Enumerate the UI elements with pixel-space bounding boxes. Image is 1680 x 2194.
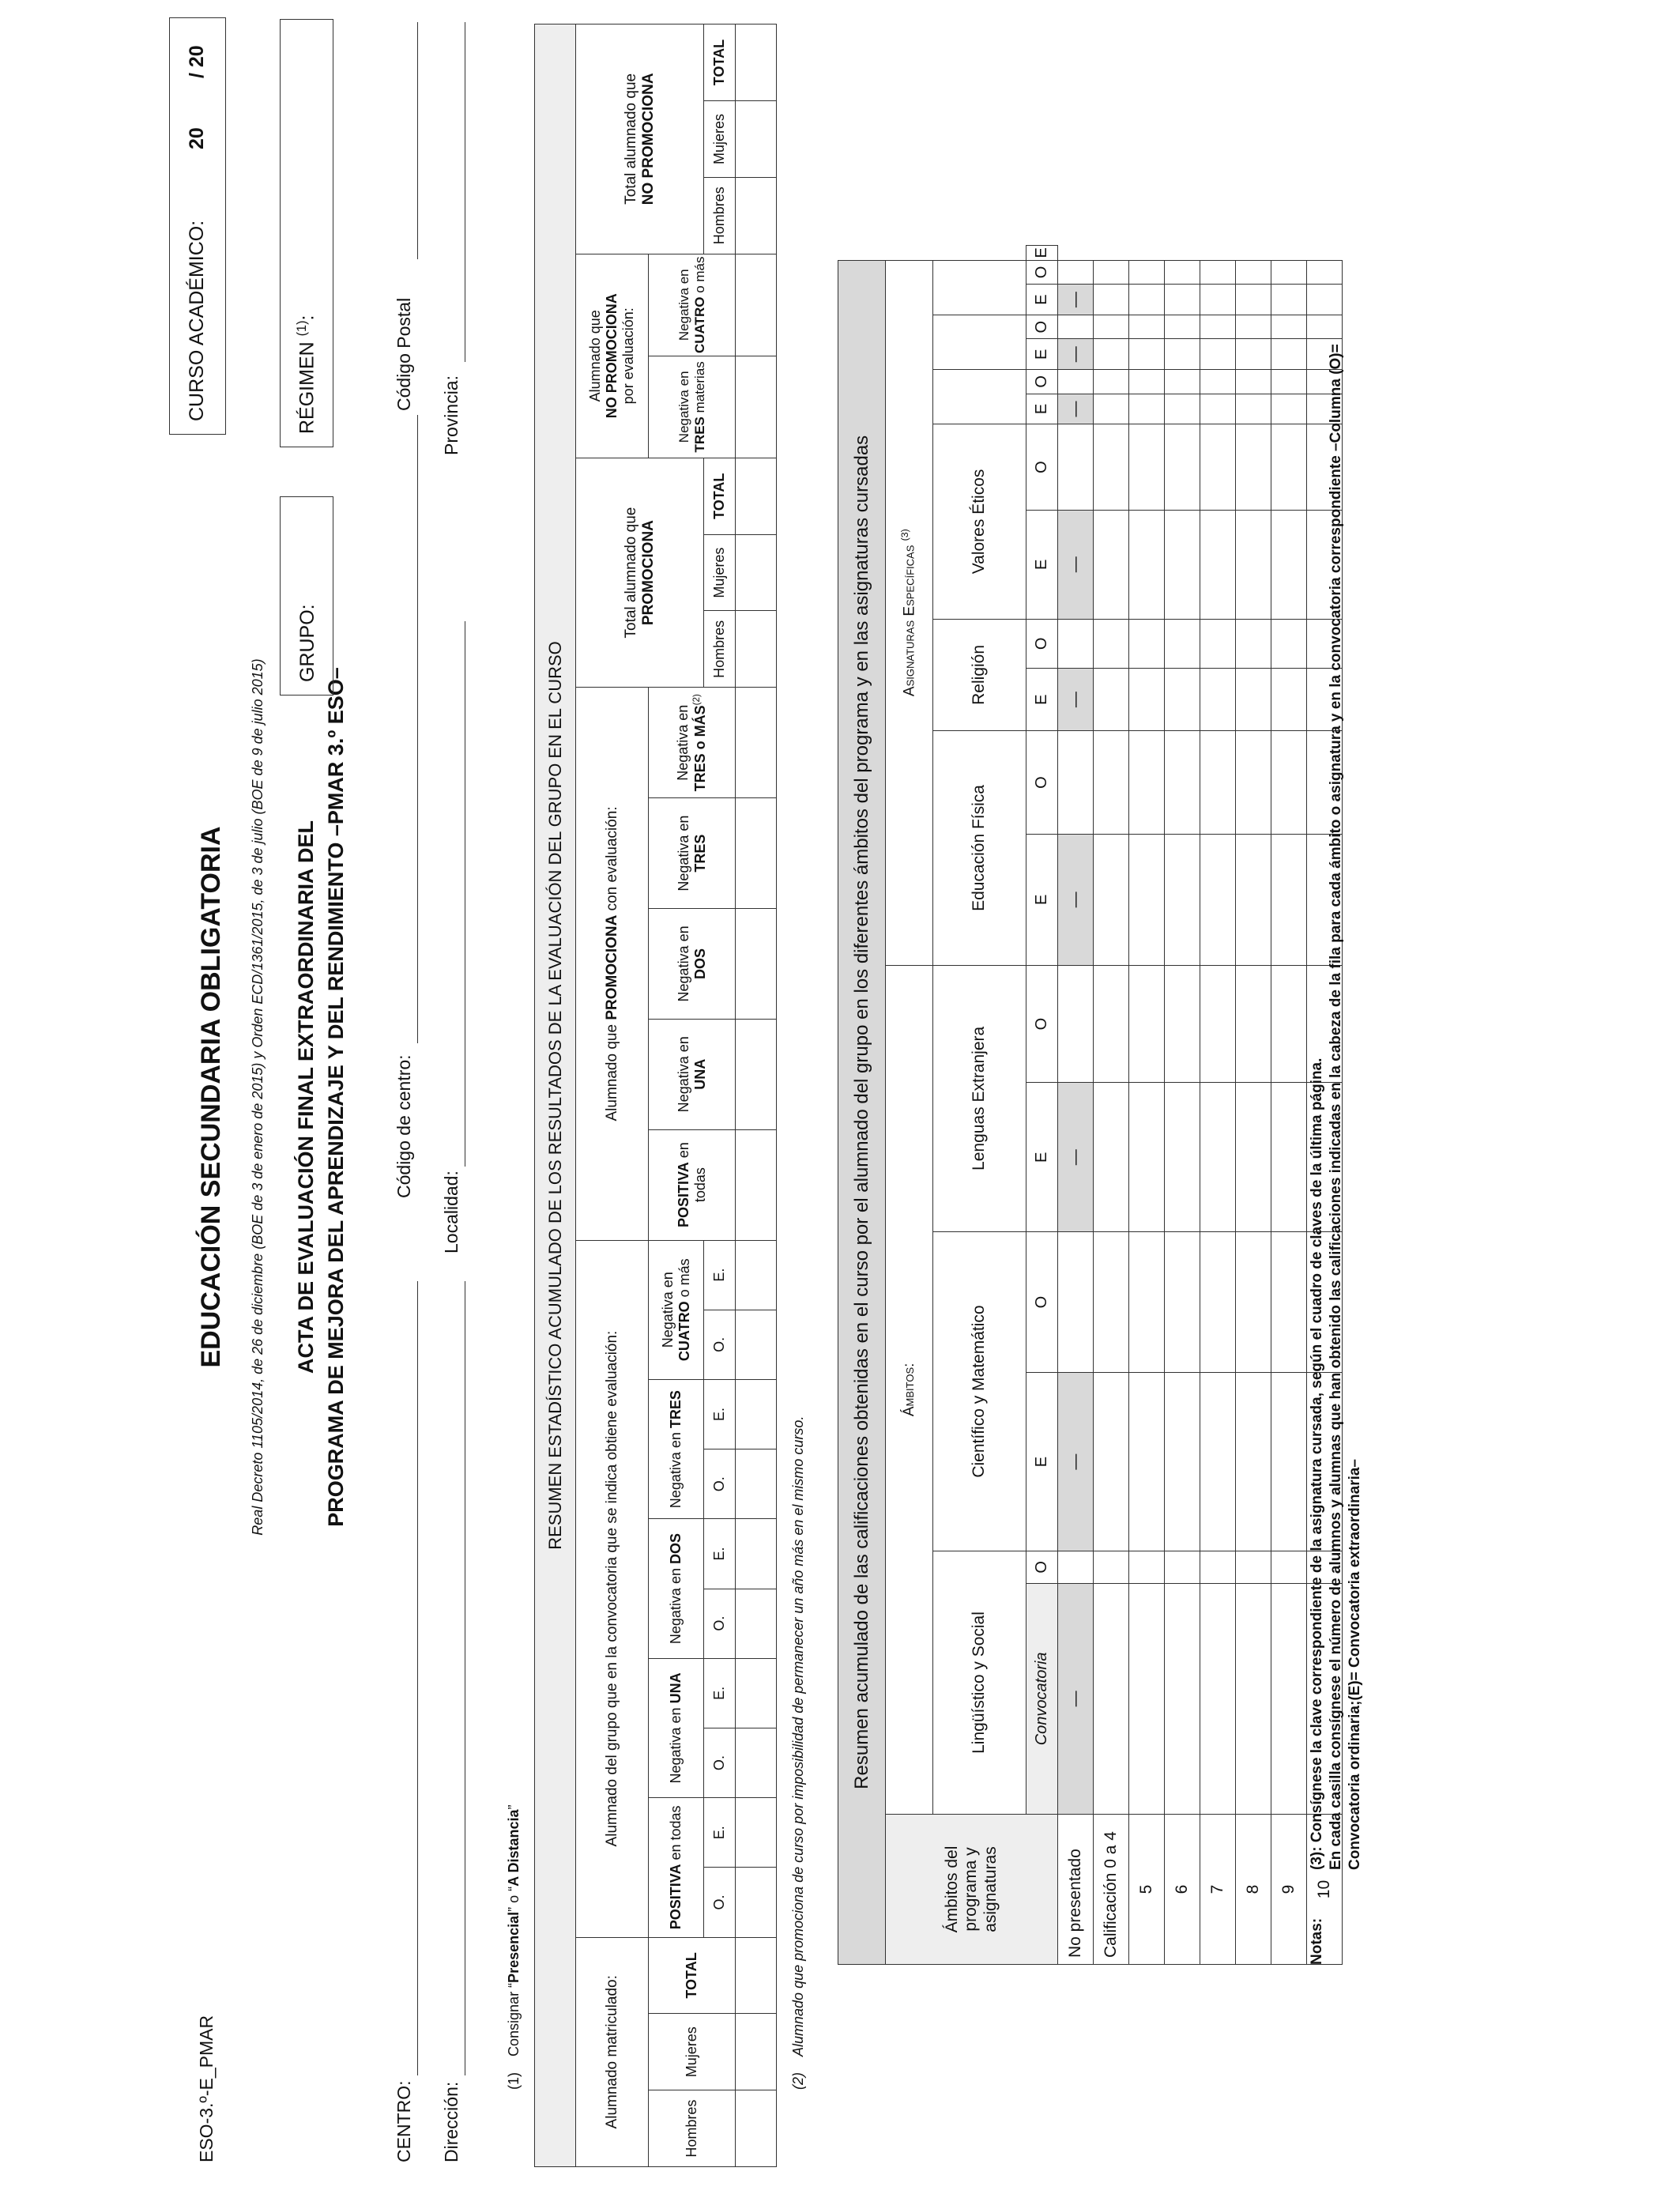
footnote-2 (790, 1416, 807, 2090)
extraordinaria-column-header: E (1026, 834, 1058, 965)
grade-count-cell[interactable] (1094, 619, 1129, 668)
grade-count-cell[interactable] (1094, 669, 1129, 731)
grade-count-cell[interactable] (1236, 669, 1271, 731)
grade-row (1236, 246, 1271, 1965)
summary-data-row (736, 25, 777, 2167)
total-prom-hombres: Hombres (704, 611, 736, 688)
grade-count-cell[interactable] (1271, 965, 1307, 1083)
grade-count-cell[interactable] (1271, 315, 1307, 339)
prom-neg-tres-header (649, 798, 736, 909)
academic-year-prefix: 20 (186, 127, 208, 149)
academic-year-suffix: / 20 (186, 45, 208, 78)
subtitle-line-1: ACTA DE EVALUACIÓN FINAL EXTRAORDINARIA DEL (294, 820, 318, 1374)
ordinaria-column-header: O (1026, 731, 1058, 835)
convocatoria-row (1026, 246, 1058, 1965)
total-noprom-total: TOTAL (704, 25, 736, 101)
grade-count-cell[interactable] (1200, 260, 1236, 285)
promociona-pre: Alumnado que (603, 1020, 620, 1122)
np-tres-pre: Negativa en (676, 371, 691, 443)
total-no-promociona-header (576, 25, 704, 254)
extraordinaria-column-header: E (1026, 246, 1058, 261)
prom-neg-tres-pre: Negativa en (675, 815, 691, 892)
eval-neg-cuatro-header (649, 1240, 704, 1379)
eval-neg-tres-pre: Negativa en (668, 1428, 684, 1509)
extraordinaria-column-header: E (1026, 339, 1058, 370)
grade-row (1200, 246, 1236, 1965)
np-tres-header (649, 356, 736, 458)
total-promociona-bold: PROMOCIONA (639, 520, 657, 626)
grade-count-cell[interactable] (1058, 619, 1094, 668)
grade-count-cell[interactable] (1129, 285, 1165, 315)
asignaturas-especificas-label: Asignaturas Específicas (901, 545, 918, 697)
not-applicable-cell: — (1058, 1083, 1094, 1232)
grade-count-cell[interactable] (1165, 669, 1200, 731)
footnote-1 (506, 1804, 522, 2090)
total-promociona-header (576, 458, 704, 687)
grade-count-cell[interactable] (1200, 339, 1236, 370)
grade-count-cell[interactable] (1094, 260, 1129, 285)
provincia-label: Provincia: (441, 375, 461, 455)
np-cuatro-pre: Negativa en (676, 269, 691, 341)
grade-count-cell[interactable] (1200, 285, 1236, 315)
grade-count-cell[interactable] (1058, 1551, 1094, 1583)
not-applicable-cell: — (1058, 834, 1094, 965)
grade-count-cell[interactable] (1094, 339, 1129, 370)
grade-count-cell[interactable] (1271, 339, 1307, 370)
grade-count-cell[interactable] (1200, 669, 1236, 731)
eval-neg-dos-header (649, 1519, 704, 1658)
grade-count-cell[interactable] (1165, 1232, 1200, 1373)
notes-label: Notas: (1309, 1917, 1325, 1965)
localidad-label: Localidad: (441, 1171, 461, 1253)
eval-o: O. (704, 1589, 736, 1658)
grade-count-cell[interactable] (1200, 424, 1236, 511)
np-cuatro-post: o más (691, 256, 707, 297)
grade-count-cell[interactable] (1129, 1083, 1165, 1232)
np-cuatro-bold: CUATRO (691, 296, 707, 353)
not-applicable-cell: — (1058, 1373, 1094, 1551)
eval-neg-una-pre: Negativa en (668, 1703, 684, 1784)
prom-neg-tresmas-header (649, 688, 736, 798)
subtitle-line-2: PROGRAMA DE MEJORA DEL APRENDIZAJE Y DEL RENDIMIENTO –PMAR 3.º ESO– (324, 667, 348, 1527)
grade-count-cell[interactable] (1129, 965, 1165, 1083)
grade-count-cell[interactable] (1129, 1232, 1165, 1373)
subject-header: Valores Éticos (933, 424, 1026, 619)
grade-count-cell[interactable] (1236, 1083, 1271, 1232)
footnote-2-number: (2) (790, 2072, 806, 2090)
total-no-promociona-bold: NO PROMOCIONA (639, 73, 657, 205)
regime-label-wrap (295, 315, 318, 434)
extraordinaria-column-header: E (1026, 394, 1058, 424)
prom-neg-tresmas-sup: (2) (691, 694, 702, 706)
subject-header: Lenguas Extranjera (933, 965, 1026, 1231)
grade-count-cell[interactable] (1236, 1232, 1271, 1373)
ordinaria-column-header: O (1026, 424, 1058, 511)
grade-count-cell[interactable] (1236, 339, 1271, 370)
grade-count-cell[interactable] (1094, 370, 1129, 394)
convocatoria-label: Convocatoria (1026, 1583, 1058, 1814)
direccion-label: Dirección: (441, 2081, 461, 2162)
grade-count-cell[interactable] (1094, 1083, 1129, 1232)
extraordinaria-column-header: E (1026, 285, 1058, 315)
prom-neg-tresmas-bold: TRES o MÁS (692, 705, 708, 792)
prom-neg-dos-header (649, 909, 736, 1020)
grade-count-cell[interactable] (1165, 424, 1200, 511)
subject-header: Religión (933, 619, 1026, 731)
subject-header (933, 260, 1026, 315)
grade-count-cell[interactable] (1094, 965, 1129, 1083)
grade-row (1165, 246, 1200, 1965)
grade-row-label: Calificación 0 a 4 (1094, 1815, 1129, 1965)
promociona-header (576, 688, 649, 1240)
grade-count-cell[interactable] (1094, 424, 1129, 511)
grade-count-cell[interactable] (1200, 510, 1236, 619)
grade-count-cell[interactable] (1165, 285, 1200, 315)
prom-neg-una-header (649, 1019, 736, 1129)
promociona-post: con evaluación: (603, 806, 620, 915)
grade-count-cell[interactable] (1094, 1373, 1129, 1551)
grade-count-cell[interactable] (1165, 394, 1200, 424)
grade-count-cell[interactable] (1165, 339, 1200, 370)
grade-row-label: 7 (1200, 1815, 1236, 1965)
grade-count-cell[interactable] (1200, 1232, 1236, 1373)
total-noprom-hombres: Hombres (704, 177, 736, 254)
eval-neg-cuatro-post: o más (676, 1258, 692, 1302)
ordinaria-column-header: O (1026, 1232, 1058, 1373)
prom-positiva-bold: POSITIVA (675, 1162, 691, 1227)
eval-e: E. (704, 1658, 736, 1728)
no-promociona-header (576, 254, 649, 458)
eval-neg-cuatro-bold: CUATRO (676, 1301, 692, 1362)
grade-count-cell[interactable] (1271, 1583, 1307, 1814)
grade-row-label: 5 (1129, 1815, 1165, 1965)
notes-line-2: En cada casilla consígnese el número de alumnos y alumnas que han obtenido las calificaciones indicadas en la cabeza de la fila para cada ámbito o asignatura y en la convocatoria correspondiente –Columna (O)= (1328, 344, 1344, 1870)
grade-count-cell[interactable] (1094, 394, 1129, 424)
centro-field[interactable] (417, 1281, 418, 2075)
grade-count-cell[interactable] (1271, 731, 1307, 835)
eval-o: O. (704, 1449, 736, 1519)
grade-row-label: 10 (1307, 1815, 1343, 1965)
total-noprom-mujeres: Mujeres (704, 101, 736, 178)
codigo-postal-field[interactable] (417, 22, 418, 259)
grade-count-cell[interactable] (1271, 1083, 1307, 1232)
grade-count-cell[interactable] (1236, 424, 1271, 511)
eval-o: O. (704, 1310, 736, 1379)
grade-count-cell[interactable] (1236, 394, 1271, 424)
grade-count-cell[interactable] (1058, 424, 1094, 511)
grade-count-cell[interactable] (1236, 834, 1271, 965)
grade-count-cell[interactable] (1058, 965, 1094, 1083)
grade-count-cell[interactable] (1200, 394, 1236, 424)
grade-count-cell[interactable] (1236, 315, 1271, 339)
ordinaria-column-header: O (1026, 370, 1058, 394)
not-applicable-cell: — (1058, 510, 1094, 619)
grade-count-cell[interactable] (1271, 1551, 1307, 1583)
eval-positiva-bold: POSITIVA (668, 1864, 684, 1930)
grade-count-cell[interactable] (1200, 619, 1236, 668)
grade-count-cell[interactable] (1058, 315, 1094, 339)
grade-count-cell[interactable] (1165, 965, 1200, 1083)
footnote-1-pre: Consignar “ (506, 1982, 522, 2056)
grade-count-cell[interactable] (1165, 619, 1200, 668)
no-promociona-post: por evaluación: (620, 307, 636, 405)
grade-row (1129, 246, 1165, 1965)
regime-colon: : (296, 315, 318, 321)
grade-row-label: 8 (1236, 1815, 1271, 1965)
grade-count-cell[interactable] (1236, 965, 1271, 1083)
not-applicable-cell: — (1058, 1583, 1094, 1814)
footnote-1-distancia: A Distancia (506, 1809, 522, 1887)
eval-o: O. (704, 1868, 736, 1937)
not-applicable-cell: — (1058, 394, 1094, 424)
ambitos-header: Ámbitos: (886, 965, 933, 1814)
grade-count-cell[interactable] (1129, 424, 1165, 511)
grade-count-cell[interactable] (1165, 1583, 1200, 1814)
extraordinaria-column-header: E (1026, 669, 1058, 731)
grade-count-cell[interactable] (1129, 1373, 1165, 1551)
prom-neg-una-bold: UNA (691, 1058, 708, 1090)
grades-summary-table (838, 245, 1343, 1965)
grade-count-cell[interactable] (1200, 1083, 1236, 1232)
subject-header (933, 315, 1026, 369)
grade-count-cell[interactable] (1200, 965, 1236, 1083)
grade-count-cell[interactable] (1200, 370, 1236, 394)
grade-count-cell[interactable] (1271, 669, 1307, 731)
grade-row-label: No presentado (1058, 1815, 1094, 1965)
grade-count-cell[interactable] (1236, 285, 1271, 315)
subject-header (933, 370, 1026, 424)
not-applicable-cell: — (1058, 669, 1094, 731)
grade-count-cell[interactable] (1129, 834, 1165, 965)
ordinaria-column-header: O (1026, 1551, 1058, 1583)
grade-count-cell[interactable] (1165, 1551, 1200, 1583)
grade-count-cell[interactable] (1236, 731, 1271, 835)
footnote-1-post: ” (506, 1804, 522, 1810)
subject-header: Lingüístico y Social (933, 1551, 1026, 1814)
total-prom-total: TOTAL (704, 458, 736, 534)
grade-count-cell[interactable] (1129, 370, 1165, 394)
grade-count-cell[interactable] (1129, 394, 1165, 424)
codigo-postal-label: Código Postal (394, 297, 414, 411)
enrolled-hombres: Hombres (649, 2090, 736, 2167)
prom-positiva-post: en todas (675, 1142, 708, 1203)
grade-count-cell[interactable] (1200, 731, 1236, 835)
grade-count-cell[interactable] (1165, 834, 1200, 965)
grade-count-cell[interactable] (1236, 370, 1271, 394)
grade-count-cell[interactable] (1094, 1232, 1129, 1373)
prom-positiva-header (649, 1129, 736, 1240)
eval-neg-dos-bold: DOS (668, 1533, 684, 1565)
ambitos-programa-header: Ámbitos del programa y asignaturas (886, 1815, 1058, 1965)
grade-count-cell[interactable] (1165, 510, 1200, 619)
grade-count-cell[interactable] (1129, 315, 1165, 339)
academic-year-label: CURSO ACADÉMICO: (186, 220, 208, 421)
grades-table-title: Resumen acumulado de las calificaciones obtenidas en el curso por el alumnado del grupo en los diferentes ámbitos del programa y en las asignaturas cursadas (838, 260, 886, 1964)
grade-count-cell[interactable] (1094, 731, 1129, 835)
eval-neg-tres-bold: TRES (668, 1390, 684, 1429)
prom-neg-dos-pre: Negativa en (675, 925, 691, 1002)
extraordinaria-column-header: E (1026, 1083, 1058, 1232)
grade-count-cell[interactable] (1129, 669, 1165, 731)
grade-row-label: 6 (1165, 1815, 1200, 1965)
ordinaria-column-header: O (1026, 619, 1058, 668)
eval-e: E. (704, 1798, 736, 1868)
convocatoria-header: Alumnado del grupo que en la convocatoria que se indica obtiene evaluación: (576, 1240, 649, 1937)
np-tres-post: materias (691, 361, 707, 417)
grade-count-cell[interactable] (1271, 1373, 1307, 1551)
grade-count-cell[interactable] (1058, 260, 1094, 285)
footnote-1-presencial: Presencial (506, 1911, 522, 1983)
enrolled-header: Alumnado matriculado: (576, 1937, 649, 2166)
grade-row-label: 9 (1271, 1815, 1307, 1965)
main-title: EDUCACIÓN SECUNDARIA OBLIGATORIA (196, 826, 226, 1368)
grade-count-cell[interactable] (1200, 1551, 1236, 1583)
codigo-centro-field[interactable] (417, 415, 418, 1043)
no-promociona-bold: NO PROMOCIONA (604, 293, 620, 419)
prom-neg-dos-bold: DOS (691, 948, 708, 979)
grade-count-cell[interactable] (1165, 370, 1200, 394)
enrolled-total: TOTAL (649, 1937, 736, 2014)
grade-count-cell[interactable] (1129, 731, 1165, 835)
grade-count-cell[interactable] (1129, 260, 1165, 285)
subject-header: Científico y Matemático (933, 1232, 1026, 1551)
grade-count-cell[interactable] (1200, 1583, 1236, 1814)
grade-count-cell[interactable] (1236, 1373, 1271, 1551)
notes-line-1: (3): Consígnese la clave correspondiente de la asignatura cursada, según el cuadro de claves de la última página. (1309, 1057, 1325, 1870)
grade-count-cell[interactable] (1058, 1232, 1094, 1373)
enrolled-mujeres: Mujeres (649, 2014, 736, 2090)
np-tres-bold: TRES (691, 417, 707, 453)
grade-count-cell[interactable] (1129, 619, 1165, 668)
eval-e: E. (704, 1379, 736, 1449)
asignaturas-footnote-ref: (3) (899, 529, 911, 541)
grade-count-cell[interactable] (1129, 1583, 1165, 1814)
grade-count-cell[interactable] (1271, 394, 1307, 424)
grade-count-cell[interactable] (1129, 510, 1165, 619)
grade-rows (1058, 246, 1343, 1965)
grade-count-cell[interactable] (1200, 315, 1236, 339)
centro-label: CENTRO: (394, 2080, 414, 2162)
summary-table-title: RESUMEN ESTADÍSTICO ACUMULADO DE LOS RESULTADOS DE LA EVALUACIÓN DEL GRUPO EN EL CURSO (535, 25, 576, 2167)
academic-year-box (169, 17, 226, 435)
prom-neg-una-pre: Negativa en (675, 1036, 691, 1113)
grade-count-cell[interactable] (1271, 619, 1307, 668)
grade-count-cell[interactable] (1094, 315, 1129, 339)
ordinaria-column-header: O (1026, 315, 1058, 339)
grade-count-cell[interactable] (1165, 731, 1200, 835)
grade-count-cell[interactable] (1058, 370, 1094, 394)
eval-neg-cuatro-pre: Negativa en (659, 1272, 676, 1348)
grade-row (1058, 246, 1094, 1965)
extraordinaria-column-header: E (1026, 510, 1058, 619)
grade-count-cell[interactable] (1236, 1583, 1271, 1814)
grade-count-cell[interactable] (1200, 1373, 1236, 1551)
grade-count-cell[interactable] (1165, 260, 1200, 285)
total-promociona-pre: Total alumnado que (622, 507, 639, 639)
grade-count-cell[interactable] (1236, 510, 1271, 619)
form-code: ESO-3.º-E_PMAR (196, 2015, 217, 2162)
subject-header: Educación Física (933, 731, 1026, 965)
no-promociona-pre: Alumnado que (587, 310, 604, 402)
group-box[interactable] (280, 496, 333, 696)
grade-count-cell[interactable] (1271, 510, 1307, 619)
grade-count-cell[interactable] (1271, 260, 1307, 285)
grade-count-cell[interactable] (1165, 1083, 1200, 1232)
eval-e: E. (704, 1519, 736, 1589)
grade-count-cell[interactable] (1094, 510, 1129, 619)
grade-count-cell[interactable] (1271, 424, 1307, 511)
grade-count-cell[interactable] (1200, 834, 1236, 965)
grade-count-cell[interactable] (1236, 1551, 1271, 1583)
eval-positiva-header (649, 1798, 704, 1937)
total-no-promociona-pre: Total alumnado que (622, 73, 639, 205)
grade-count-cell[interactable] (1165, 1373, 1200, 1551)
ordinaria-column-header: O (1026, 260, 1058, 285)
regime-box[interactable] (280, 19, 333, 447)
grade-count-cell[interactable] (1271, 1232, 1307, 1373)
grade-row (1094, 246, 1129, 1965)
eval-neg-tres-header (649, 1379, 704, 1518)
regime-footnote-ref: (1) (295, 320, 309, 337)
eval-e: E. (704, 1240, 736, 1310)
subjects-row (933, 246, 1026, 1965)
extraordinaria-column-header: E (1026, 1373, 1058, 1551)
promociona-bold: PROMOCIONA (603, 914, 620, 1020)
grade-count-cell[interactable] (1058, 731, 1094, 835)
grade-count-cell[interactable] (1094, 285, 1129, 315)
not-applicable-cell: — (1058, 339, 1094, 370)
regime-label: RÉGIMEN (296, 341, 318, 434)
grade-count-cell[interactable] (1236, 260, 1271, 285)
group-label: GRUPO: (296, 604, 318, 682)
grade-count-cell[interactable] (1094, 1551, 1129, 1583)
eval-neg-una-header (649, 1658, 704, 1797)
summary-statistics-table (534, 24, 777, 2167)
ordinaria-column-header: O (1026, 965, 1058, 1083)
grade-count-cell[interactable] (1271, 834, 1307, 965)
footnote-2-text: Alumnado que promociona de curso por imposibilidad de permanecer un año más en el mismo curso. (790, 1416, 806, 2056)
eval-o: O. (704, 1728, 736, 1797)
grade-count-cell[interactable] (1094, 834, 1129, 965)
eval-positiva-rest: en todas (668, 1805, 684, 1864)
grade-row (1271, 246, 1307, 1965)
grade-count-cell[interactable] (1271, 370, 1307, 394)
notes-line-3: Convocatoria ordinaria;(E)= Convocatoria extraordinaria– (1347, 1459, 1363, 1870)
grade-count-cell[interactable] (1129, 1551, 1165, 1583)
eval-neg-una-bold: UNA (668, 1672, 684, 1704)
grade-count-cell[interactable] (1165, 315, 1200, 339)
total-prom-mujeres: Mujeres (704, 534, 736, 611)
grade-count-cell[interactable] (1129, 339, 1165, 370)
np-cuatro-header (649, 254, 736, 356)
prom-neg-tres-bold: TRES (691, 834, 708, 873)
asignaturas-especificas-header (886, 260, 933, 965)
not-applicable-cell: — (1058, 285, 1094, 315)
grade-count-cell[interactable] (1094, 1583, 1129, 1814)
grade-count-cell[interactable] (1236, 619, 1271, 668)
footnote-1-number: (1) (506, 2072, 522, 2090)
prom-neg-tresmas-pre: Negativa en (675, 704, 691, 781)
codigo-centro-label: Código de centro: (394, 1054, 414, 1198)
eval-neg-dos-pre: Negativa en (668, 1564, 684, 1645)
grade-count-cell[interactable] (1271, 285, 1307, 315)
footnote-1-mid: ” o “ (506, 1886, 522, 1912)
legal-reference: Real Decreto 1105/2014, de 26 de diciembre (BOE de 3 de enero de 2015) y Orden ECD/1361/2015, de 3 de julio (BOE de 9 de julio 2015) (250, 658, 266, 1536)
